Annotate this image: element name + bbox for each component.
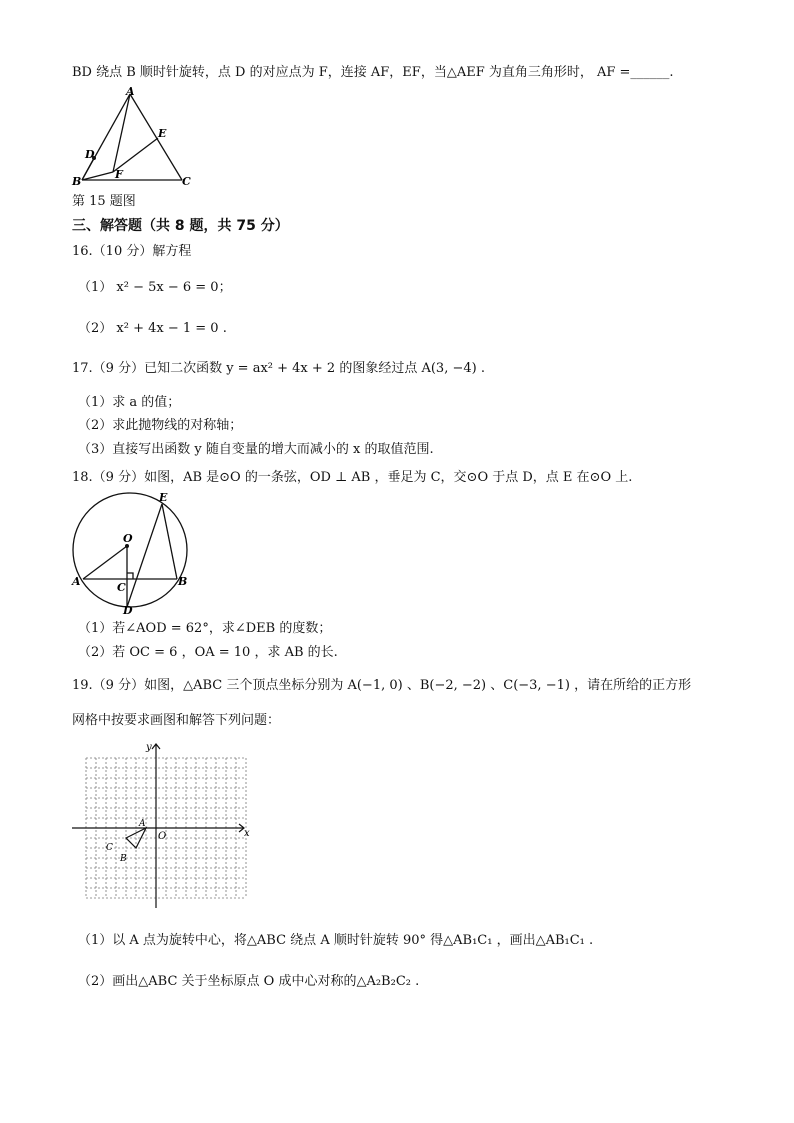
label-C: C (117, 581, 126, 594)
label-A: A (139, 819, 146, 829)
q15-text: BD 绕点 B 顺时针旋转，点 D 的对应点为 F，连接 AF，EF，当△AEF 为直角三角形时， AF =______. (72, 65, 674, 80)
q18-part2: （2）若 OC = 6 ，OA = 10 ，求 AB 的长. (78, 645, 338, 660)
q17-part3: （3）直接写出函数 y 随自变量的增大而减小的 x 的取值范围. (78, 442, 434, 457)
label-A: A (72, 575, 81, 588)
q15-caption: 第 15 题图 (72, 194, 136, 209)
q19-part2: （2）画出△ABC 关于坐标原点 O 成中心对称的△A₂B₂C₂ . (78, 974, 420, 989)
label-y: y (146, 742, 152, 753)
q15-triangle-figure (70, 86, 195, 190)
label-F: F (115, 168, 123, 181)
label-C: C (182, 175, 191, 188)
label-O: O (158, 831, 167, 842)
q18-part1: （1）若∠AOD = 62°，求∠DEB 的度数； (78, 621, 332, 636)
label-E: E (158, 127, 167, 140)
section-title: 三、解答题（共 8 题，共 75 分） (72, 218, 289, 234)
q19-head-line2: 网格中按要求画图和解答下列问题： (72, 713, 281, 728)
q16-part1: （1） x² − 5x − 6 = 0； (78, 280, 232, 295)
label-D: D (123, 604, 133, 617)
label-x: x (244, 828, 250, 839)
q18-circle-figure (68, 490, 198, 618)
label-A: A (126, 86, 135, 98)
q19-head: 19.（9 分）如图，△ABC 三个顶点坐标分别为 A(−1, 0) 、B(−2, −2) 、C(−3, −1) ，请在所给的正方形 (72, 678, 692, 693)
q17-head: 17.（9 分）已知二次函数 y = ax² + 4x + 2 的图象经过点 A(3, −4) . (72, 361, 485, 376)
label-D: D (85, 148, 95, 161)
q16-head: 16.（10 分）解方程 (72, 244, 192, 259)
label-B: B (120, 854, 127, 864)
label-B: B (72, 175, 82, 188)
q19-grid-figure (68, 738, 253, 910)
q18-head: 18.（9 分）如图，AB 是⊙O 的一条弦，OD ⊥ AB ，垂足为 C，交⊙O 于点 D，点 E 在⊙O 上. (72, 470, 633, 485)
label-E: E (159, 491, 168, 504)
label-C: C (106, 843, 113, 853)
q17-part2: （2）求此抛物线的对称轴； (78, 418, 243, 433)
q19-part1: （1）以 A 点为旋转中心，将△ABC 绕点 A 顺时针旋转 90° 得△AB₁C₁ ，画出△AB₁C₁ . (78, 933, 594, 948)
q17-part1: （1）求 a 的值； (78, 395, 181, 410)
q16-part2: （2） x² + 4x − 1 = 0 . (78, 321, 227, 336)
label-O: O (123, 532, 133, 545)
label-B: B (178, 575, 188, 588)
